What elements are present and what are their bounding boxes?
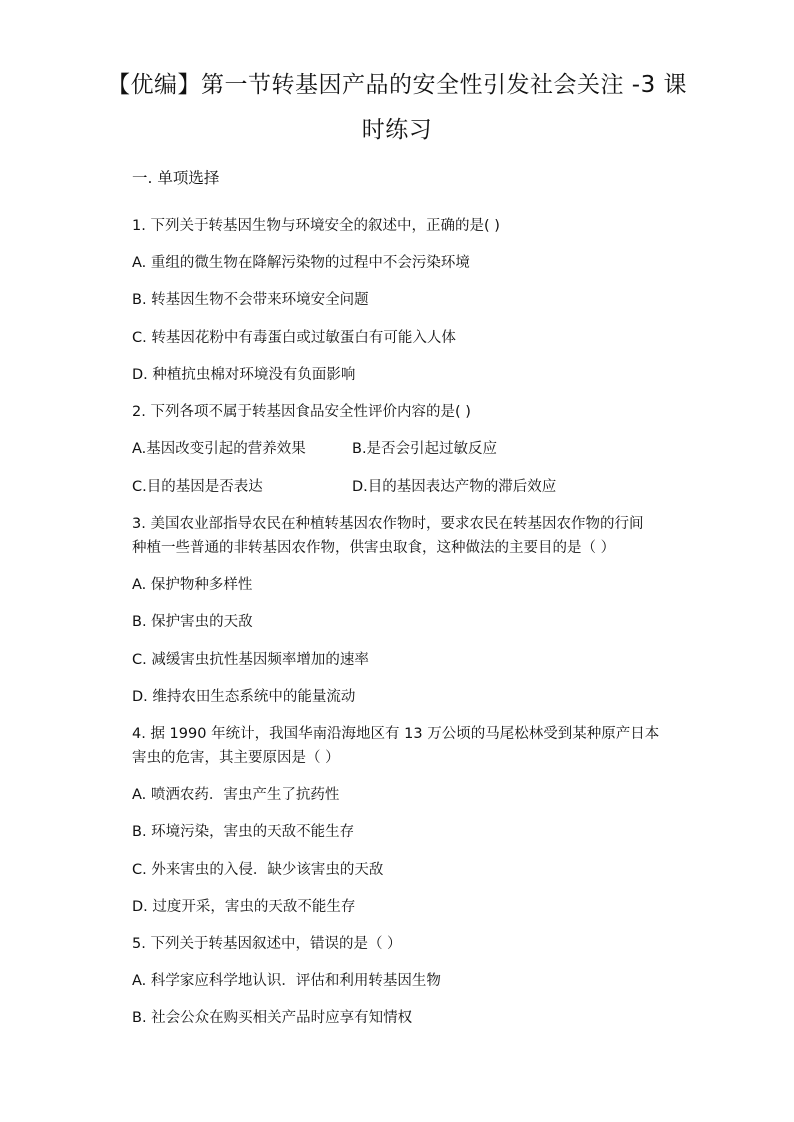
question-4-option-d: D. 过度开采，害虫的天敌不能生存 (132, 899, 356, 915)
question-3-stem-line-2: 种植一些普通的非转基因农作物，供害虫取食，这种做法的主要目的是（ ） (132, 540, 616, 556)
question-2-option-b: B.是否会引起过敏反应 (352, 441, 498, 457)
question-4-option-b: B. 环境污染，害虫的天敌不能生存 (132, 824, 355, 840)
question-4-stem-line-1: 4. 据 1990 年统计，我国华南沿海地区有 13 万公顷的马尾松林受到某种原产日本 (132, 726, 660, 742)
question-3-option-d: D. 维持农田生态系统中的能量流动 (132, 689, 356, 705)
question-5-stem: 5. 下列关于转基因叙述中，错误的是（ ） (132, 936, 402, 952)
question-5-option-a: A. 科学家应科学地认识．评估和利用转基因生物 (132, 973, 441, 989)
question-4-option-a: A. 喷洒农药．害虫产生了抗药性 (132, 787, 340, 803)
question-3-option-b: B. 保护害虫的天敌 (132, 614, 253, 630)
question-2-option-c: C.目的基因是否表达 (132, 479, 263, 495)
question-3-option-a: A. 保护物种多样性 (132, 577, 253, 593)
question-2-option-a: A.基因改变引起的营养效果 (132, 441, 306, 457)
question-4-option-c: C. 外来害虫的入侵．缺少该害虫的天敌 (132, 862, 384, 878)
question-5-option-b: B. 社会公众在购买相关产品时应享有知情权 (132, 1010, 413, 1026)
section-heading: 一. 单项选择 (132, 169, 220, 187)
question-3-option-c: C. 减缓害虫抗性基因频率增加的速率 (132, 652, 369, 668)
document-title-line-2: 时练习 (361, 117, 433, 143)
question-1-option-a: A. 重组的微生物在降解污染物的过程中不会污染环境 (132, 255, 470, 271)
question-1-stem: 1. 下列关于转基因生物与环境安全的叙述中，正确的是( ) (132, 218, 500, 234)
document-title-line-1: 【优编】第一节转基因产品的安全性引发社会关注 -3 课 (106, 72, 688, 98)
question-1-option-c: C. 转基因花粉中有毒蛋白或过敏蛋白有可能入人体 (132, 330, 456, 346)
question-1-option-d: D. 种植抗虫棉对环境没有负面影响 (132, 367, 356, 383)
question-4-stem-line-2: 害虫的危害，其主要原因是（ ） (132, 750, 340, 766)
question-2-option-d: D.目的基因表达产物的滞后效应 (352, 479, 557, 495)
question-1-option-b: B. 转基因生物不会带来环境安全问题 (132, 292, 369, 308)
question-3-stem-line-1: 3. 美国农业部指导农民在种植转基因农作物时，要求农民在转基因农作物的行间 (132, 516, 644, 532)
question-2-stem: 2. 下列各项不属于转基因食品安全性评价内容的是( ) (132, 404, 471, 420)
